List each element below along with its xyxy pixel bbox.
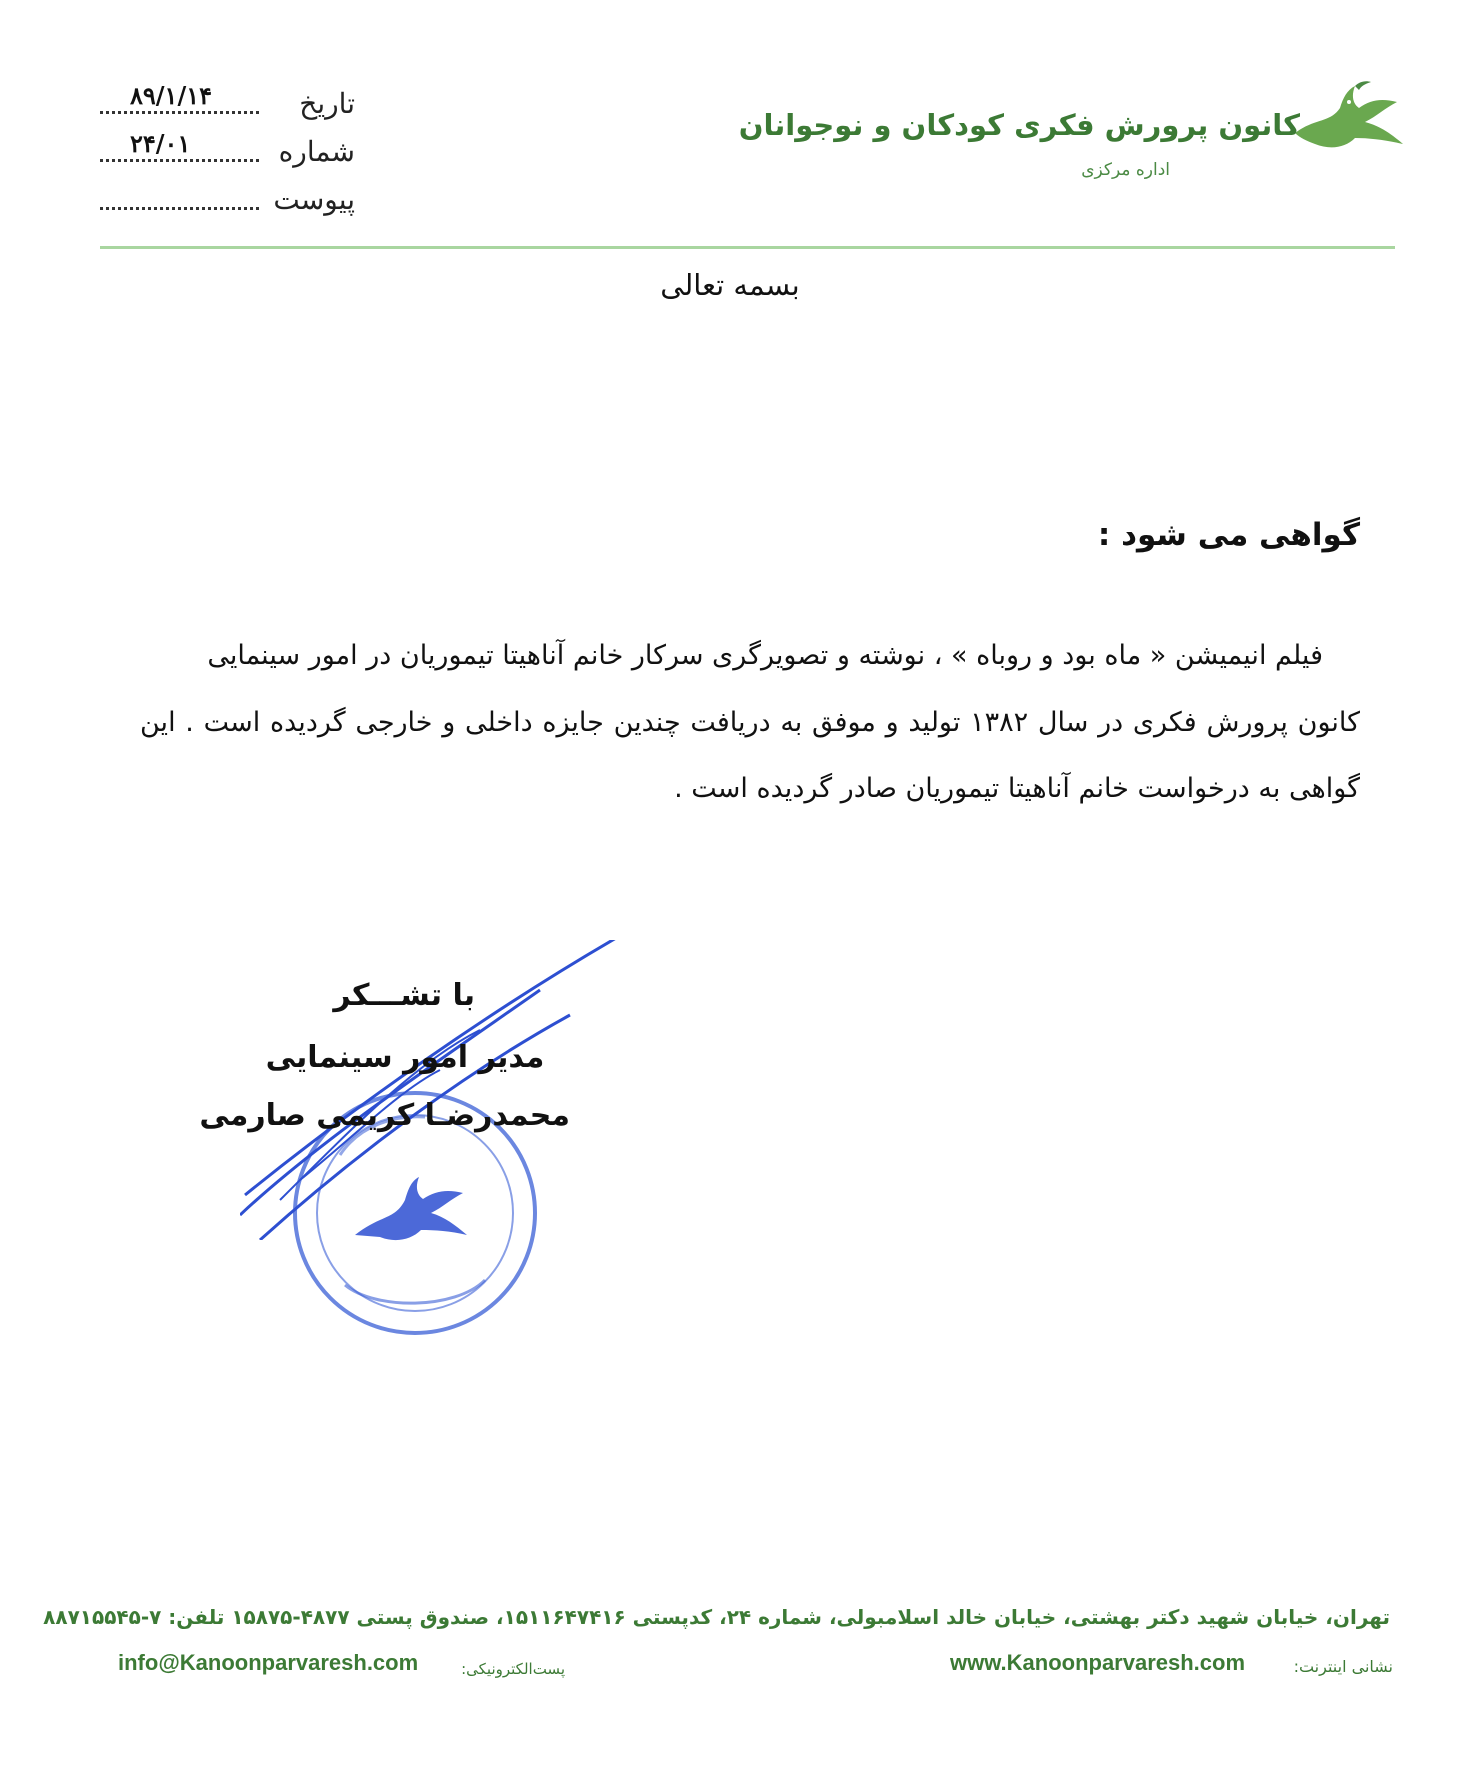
department-name: اداره مرکزی [1081, 160, 1170, 180]
date-value: ۸۹/۱/۱۴ [130, 81, 212, 110]
website-label: نشانی اینترنت: [1293, 1657, 1393, 1676]
date-dots [100, 111, 259, 114]
attachment-label: پیوست [273, 183, 355, 216]
kanoon-bird-logo-icon [1285, 78, 1405, 158]
email-label: پست‌الکترونیکی: [461, 1660, 565, 1678]
email-link[interactable]: info@Kanoonparvaresh.com [118, 1650, 419, 1675]
invocation: بسمه تعالی [660, 268, 800, 302]
attachment-dots [100, 207, 259, 210]
body-line-1: فیلم انیمیشن « ماه بود و روباه » ، نوشته و تصویرگری سرکار خانم آناهیتا تیموریان در امور سینمایی [207, 640, 1323, 671]
body-line-3: گواهی به درخواست خانم آناهیتا تیموریان صادر گردیده است . [674, 773, 1360, 804]
website-link[interactable]: www.Kanoonparvaresh.com [950, 1650, 1246, 1675]
date-label: تاریخ [299, 87, 355, 120]
body-line-2: کانون پرورش فکری در سال ۱۳۸۲ تولید و موفق به دریافت چندین جایزه داخلی و خارجی گردیده است . این [140, 707, 1360, 738]
certificate-heading: گواهی می شود : [1097, 517, 1360, 553]
number-value: ۲۴/۰۱ [130, 129, 191, 158]
attachment-field [100, 174, 355, 218]
organization-name: کانون پرورش فکری کودکان و نوجوانان [738, 108, 1300, 142]
signature-thanks: با تشـــکر [333, 978, 475, 1013]
number-label: شماره [278, 135, 355, 168]
signatory-title: مدیر امور سینمایی [265, 1040, 545, 1075]
handwritten-signature-icon [199, 940, 720, 1240]
footer-address: تهران، خیابان شهید دکتر بهشتی، خیابان خالد اسلامبولی، شماره ۲۴، کدپستی ۱۵۱۱۶۴۷۴۱۶، صندوق پستی ۴۸۷۷-۱۵۸۷۵ تلفن: ۷-۸۸۷۱۵۵۴۵ [43, 1605, 1390, 1629]
date-field [100, 78, 355, 122]
number-dots [100, 159, 259, 162]
number-field [100, 126, 355, 170]
header-divider [100, 246, 1395, 249]
signatory-name: محمدرضـا کریمی صارمی [199, 1098, 570, 1133]
